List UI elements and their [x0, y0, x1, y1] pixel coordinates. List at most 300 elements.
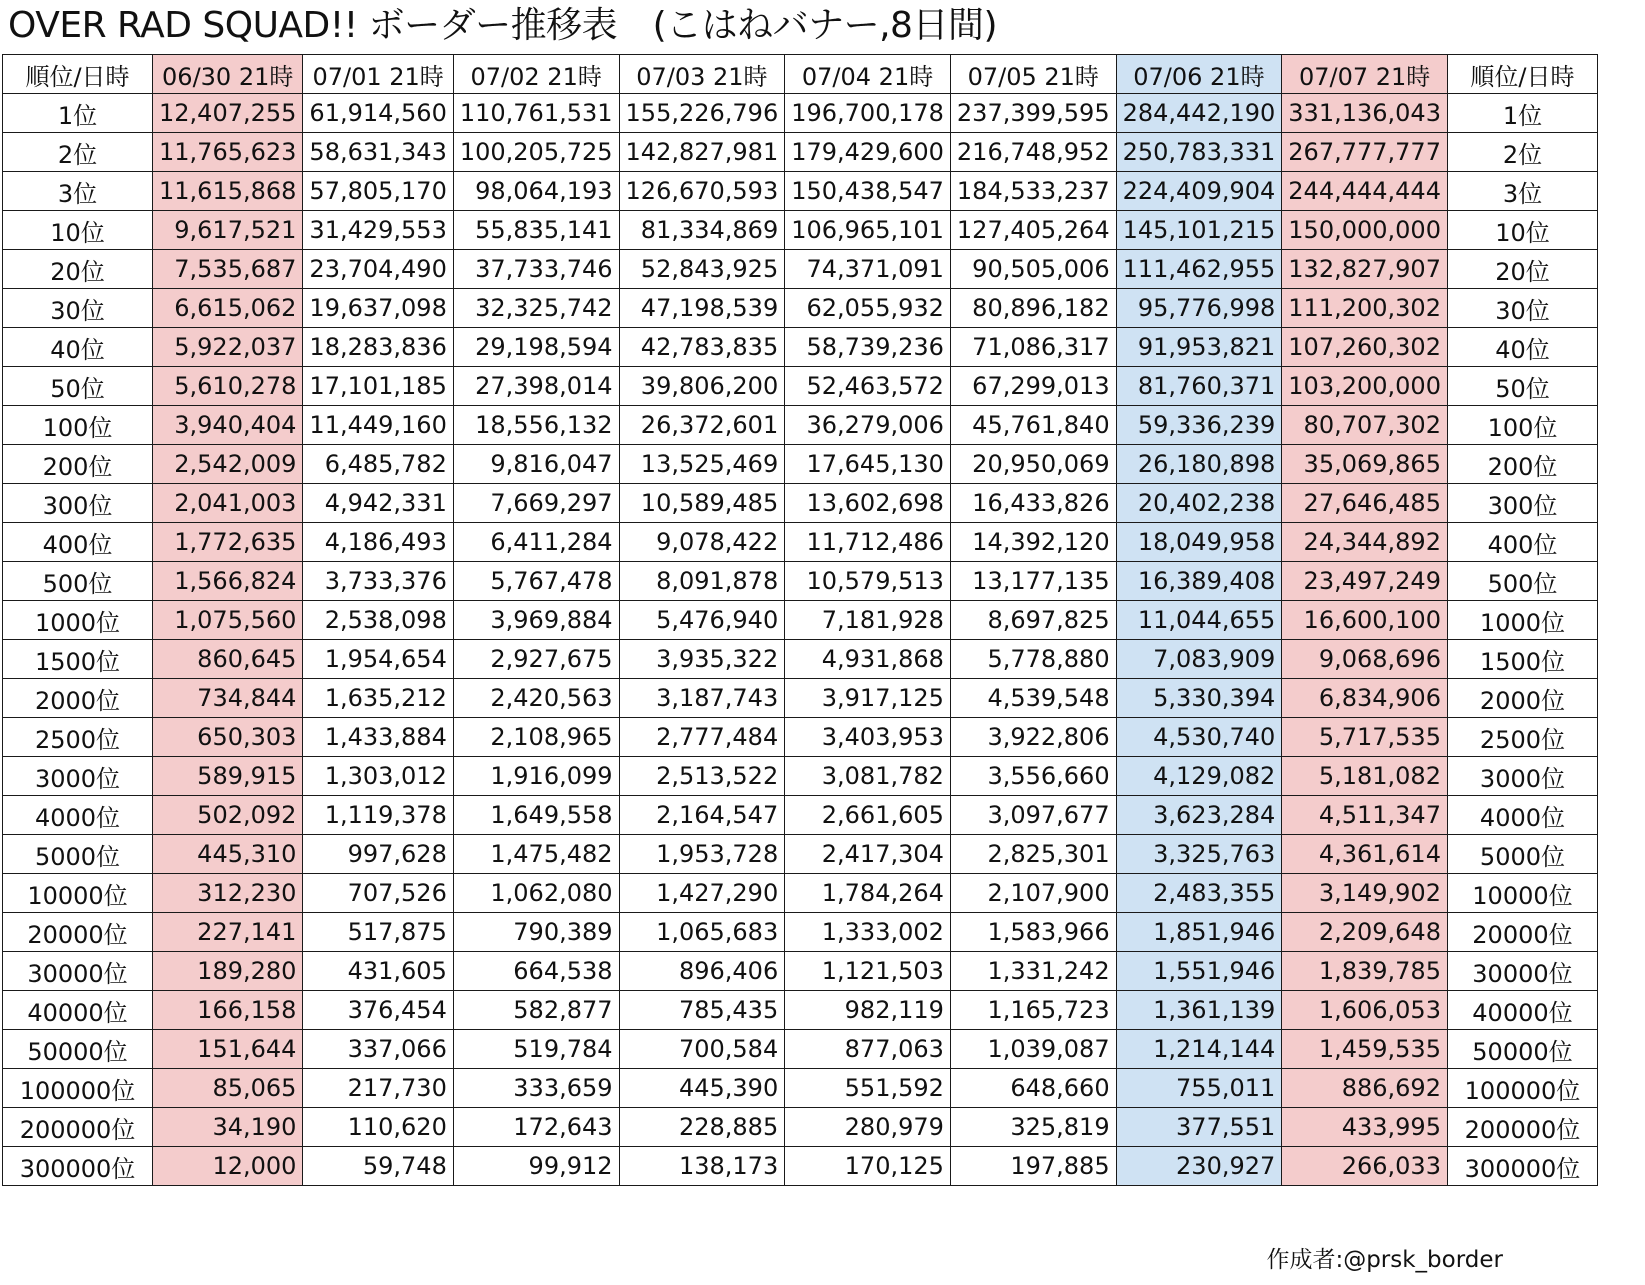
value-cell: 266,033	[1282, 1147, 1448, 1186]
value-cell: 8,091,878	[619, 562, 785, 601]
rank-cell: 1位	[3, 94, 153, 133]
value-cell: 57,805,170	[303, 172, 453, 211]
column-header: 07/04 21時	[785, 55, 951, 94]
value-cell: 142,827,981	[619, 133, 785, 172]
value-cell: 166,158	[153, 991, 303, 1030]
value-cell: 10,589,485	[619, 484, 785, 523]
value-cell: 785,435	[619, 991, 785, 1030]
value-cell: 4,129,082	[1116, 757, 1282, 796]
value-cell: 145,101,215	[1116, 211, 1282, 250]
border-table	[2, 54, 1598, 1186]
rank-cell: 20000位	[3, 913, 153, 952]
value-cell: 1,566,824	[153, 562, 303, 601]
value-cell: 1,916,099	[453, 757, 619, 796]
value-cell: 1,839,785	[1282, 952, 1448, 991]
rank-cell-right: 20位	[1447, 250, 1597, 289]
value-cell: 2,420,563	[453, 679, 619, 718]
value-cell: 2,538,098	[303, 601, 453, 640]
table-row	[3, 523, 1598, 562]
table-row	[3, 835, 1598, 874]
value-cell: 17,645,130	[785, 445, 951, 484]
value-cell: 3,922,806	[950, 718, 1116, 757]
value-cell: 99,912	[453, 1147, 619, 1186]
value-cell: 4,361,614	[1282, 835, 1448, 874]
value-cell: 9,816,047	[453, 445, 619, 484]
value-cell: 1,062,080	[453, 874, 619, 913]
value-cell: 997,628	[303, 835, 453, 874]
rank-cell-right: 2000位	[1447, 679, 1597, 718]
column-header: 07/07 21時	[1282, 55, 1448, 94]
rank-cell-right: 10位	[1447, 211, 1597, 250]
value-cell: 230,927	[1116, 1147, 1282, 1186]
value-cell: 8,697,825	[950, 601, 1116, 640]
value-cell: 2,108,965	[453, 718, 619, 757]
value-cell: 2,209,648	[1282, 913, 1448, 952]
value-cell: 16,389,408	[1116, 562, 1282, 601]
value-cell: 2,164,547	[619, 796, 785, 835]
rank-cell: 10000位	[3, 874, 153, 913]
credit-text: 作成者:@prsk_border	[1266, 1247, 1503, 1273]
table-row	[3, 1147, 1598, 1186]
rank-header-right: 順位/日時	[1447, 55, 1597, 94]
rank-cell-right: 300000位	[1447, 1147, 1597, 1186]
rank-cell: 200位	[3, 445, 153, 484]
table-row	[3, 211, 1598, 250]
rank-cell-right: 30000位	[1447, 952, 1597, 991]
column-header: 07/05 21時	[950, 55, 1116, 94]
value-cell: 376,454	[303, 991, 453, 1030]
value-cell: 138,173	[619, 1147, 785, 1186]
table-row	[3, 250, 1598, 289]
rank-cell: 30位	[3, 289, 153, 328]
value-cell: 19,637,098	[303, 289, 453, 328]
value-cell: 107,260,302	[1282, 328, 1448, 367]
value-cell: 59,336,239	[1116, 406, 1282, 445]
value-cell: 755,011	[1116, 1069, 1282, 1108]
value-cell: 18,283,836	[303, 328, 453, 367]
rank-cell-right: 5000位	[1447, 835, 1597, 874]
column-header: 06/30 21時	[153, 55, 303, 94]
rank-cell: 100位	[3, 406, 153, 445]
value-cell: 9,078,422	[619, 523, 785, 562]
table-row	[3, 1030, 1598, 1069]
rank-cell-right: 40000位	[1447, 991, 1597, 1030]
value-cell: 45,761,840	[950, 406, 1116, 445]
value-cell: 151,644	[153, 1030, 303, 1069]
value-cell: 7,181,928	[785, 601, 951, 640]
rank-cell-right: 200000位	[1447, 1108, 1597, 1147]
value-cell: 1,075,560	[153, 601, 303, 640]
value-cell: 81,334,869	[619, 211, 785, 250]
value-cell: 155,226,796	[619, 94, 785, 133]
table-row	[3, 562, 1598, 601]
value-cell: 4,530,740	[1116, 718, 1282, 757]
rank-cell-right: 100000位	[1447, 1069, 1597, 1108]
value-cell: 1,851,946	[1116, 913, 1282, 952]
table-row	[3, 952, 1598, 991]
value-cell: 3,325,763	[1116, 835, 1282, 874]
rank-cell-right: 50位	[1447, 367, 1597, 406]
value-cell: 74,371,091	[785, 250, 951, 289]
value-cell: 1,303,012	[303, 757, 453, 796]
value-cell: 1,119,378	[303, 796, 453, 835]
value-cell: 31,429,553	[303, 211, 453, 250]
rank-cell: 500位	[3, 562, 153, 601]
value-cell: 13,602,698	[785, 484, 951, 523]
rank-cell: 5000位	[3, 835, 153, 874]
value-cell: 3,935,322	[619, 640, 785, 679]
value-cell: 18,049,958	[1116, 523, 1282, 562]
value-cell: 333,659	[453, 1069, 619, 1108]
value-cell: 20,402,238	[1116, 484, 1282, 523]
value-cell: 150,438,547	[785, 172, 951, 211]
value-cell: 91,953,821	[1116, 328, 1282, 367]
value-cell: 179,429,600	[785, 133, 951, 172]
rank-cell-right: 1500位	[1447, 640, 1597, 679]
table-row	[3, 367, 1598, 406]
rank-cell-right: 30位	[1447, 289, 1597, 328]
value-cell: 6,411,284	[453, 523, 619, 562]
value-cell: 14,392,120	[950, 523, 1116, 562]
value-cell: 27,398,014	[453, 367, 619, 406]
table-row	[3, 757, 1598, 796]
value-cell: 100,205,725	[453, 133, 619, 172]
value-cell: 189,280	[153, 952, 303, 991]
value-cell: 896,406	[619, 952, 785, 991]
value-cell: 24,344,892	[1282, 523, 1448, 562]
value-cell: 2,041,003	[153, 484, 303, 523]
value-cell: 67,299,013	[950, 367, 1116, 406]
value-cell: 2,483,355	[1116, 874, 1282, 913]
rank-cell: 1500位	[3, 640, 153, 679]
value-cell: 36,279,006	[785, 406, 951, 445]
rank-cell: 2000位	[3, 679, 153, 718]
value-cell: 26,180,898	[1116, 445, 1282, 484]
value-cell: 502,092	[153, 796, 303, 835]
value-cell: 3,969,884	[453, 601, 619, 640]
value-cell: 23,497,249	[1282, 562, 1448, 601]
value-cell: 98,064,193	[453, 172, 619, 211]
value-cell: 2,417,304	[785, 835, 951, 874]
value-cell: 1,121,503	[785, 952, 951, 991]
value-cell: 1,165,723	[950, 991, 1116, 1030]
value-cell: 312,230	[153, 874, 303, 913]
value-cell: 4,942,331	[303, 484, 453, 523]
value-cell: 5,767,478	[453, 562, 619, 601]
rank-cell-right: 1位	[1447, 94, 1597, 133]
value-cell: 111,200,302	[1282, 289, 1448, 328]
value-cell: 47,198,539	[619, 289, 785, 328]
value-cell: 184,533,237	[950, 172, 1116, 211]
value-cell: 42,783,835	[619, 328, 785, 367]
value-cell: 126,670,593	[619, 172, 785, 211]
table-row	[3, 679, 1598, 718]
rank-cell-right: 2位	[1447, 133, 1597, 172]
value-cell: 860,645	[153, 640, 303, 679]
value-cell: 6,834,906	[1282, 679, 1448, 718]
value-cell: 551,592	[785, 1069, 951, 1108]
value-cell: 1,635,212	[303, 679, 453, 718]
value-cell: 4,511,347	[1282, 796, 1448, 835]
rank-cell: 40000位	[3, 991, 153, 1030]
value-cell: 3,917,125	[785, 679, 951, 718]
value-cell: 23,704,490	[303, 250, 453, 289]
value-cell: 170,125	[785, 1147, 951, 1186]
table-row	[3, 1069, 1598, 1108]
table-row	[3, 1108, 1598, 1147]
rank-cell-right: 500位	[1447, 562, 1597, 601]
value-cell: 18,556,132	[453, 406, 619, 445]
value-cell: 11,449,160	[303, 406, 453, 445]
value-cell: 110,620	[303, 1108, 453, 1147]
rank-cell: 50位	[3, 367, 153, 406]
rank-cell-right: 3000位	[1447, 757, 1597, 796]
value-cell: 237,399,595	[950, 94, 1116, 133]
value-cell: 127,405,264	[950, 211, 1116, 250]
rank-cell: 300000位	[3, 1147, 153, 1186]
value-cell: 6,485,782	[303, 445, 453, 484]
rank-cell-right: 20000位	[1447, 913, 1597, 952]
value-cell: 3,149,902	[1282, 874, 1448, 913]
value-cell: 90,505,006	[950, 250, 1116, 289]
rank-cell-right: 50000位	[1447, 1030, 1597, 1069]
value-cell: 331,136,043	[1282, 94, 1448, 133]
value-cell: 1,039,087	[950, 1030, 1116, 1069]
rank-cell-right: 200位	[1447, 445, 1597, 484]
value-cell: 71,086,317	[950, 328, 1116, 367]
value-cell: 1,772,635	[153, 523, 303, 562]
table-row	[3, 874, 1598, 913]
value-cell: 5,717,535	[1282, 718, 1448, 757]
value-cell: 13,177,135	[950, 562, 1116, 601]
value-cell: 3,940,404	[153, 406, 303, 445]
rank-cell-right: 10000位	[1447, 874, 1597, 913]
header-row	[3, 55, 1598, 94]
rank-cell-right: 300位	[1447, 484, 1597, 523]
value-cell: 1,475,482	[453, 835, 619, 874]
value-cell: 197,885	[950, 1147, 1116, 1186]
value-cell: 4,931,868	[785, 640, 951, 679]
value-cell: 1,427,290	[619, 874, 785, 913]
value-cell: 52,463,572	[785, 367, 951, 406]
rank-cell: 40位	[3, 328, 153, 367]
table-row	[3, 991, 1598, 1030]
value-cell: 2,107,900	[950, 874, 1116, 913]
value-cell: 244,444,444	[1282, 172, 1448, 211]
rank-cell: 3位	[3, 172, 153, 211]
value-cell: 103,200,000	[1282, 367, 1448, 406]
value-cell: 9,068,696	[1282, 640, 1448, 679]
value-cell: 35,069,865	[1282, 445, 1448, 484]
value-cell: 431,605	[303, 952, 453, 991]
value-cell: 111,462,955	[1116, 250, 1282, 289]
value-cell: 877,063	[785, 1030, 951, 1069]
table-row	[3, 796, 1598, 835]
value-cell: 16,433,826	[950, 484, 1116, 523]
rank-cell-right: 4000位	[1447, 796, 1597, 835]
value-cell: 5,330,394	[1116, 679, 1282, 718]
rank-cell: 4000位	[3, 796, 153, 835]
value-cell: 700,584	[619, 1030, 785, 1069]
value-cell: 1,551,946	[1116, 952, 1282, 991]
value-cell: 1,583,966	[950, 913, 1116, 952]
value-cell: 9,617,521	[153, 211, 303, 250]
value-cell: 582,877	[453, 991, 619, 1030]
rank-cell: 3000位	[3, 757, 153, 796]
value-cell: 27,646,485	[1282, 484, 1448, 523]
value-cell: 61,914,560	[303, 94, 453, 133]
value-cell: 7,669,297	[453, 484, 619, 523]
value-cell: 1,784,264	[785, 874, 951, 913]
value-cell: 2,542,009	[153, 445, 303, 484]
rank-cell: 1000位	[3, 601, 153, 640]
value-cell: 34,190	[153, 1108, 303, 1147]
value-cell: 150,000,000	[1282, 211, 1448, 250]
value-cell: 982,119	[785, 991, 951, 1030]
value-cell: 1,953,728	[619, 835, 785, 874]
value-cell: 1,333,002	[785, 913, 951, 952]
value-cell: 228,885	[619, 1108, 785, 1147]
value-cell: 5,476,940	[619, 601, 785, 640]
value-cell: 224,409,904	[1116, 172, 1282, 211]
value-cell: 648,660	[950, 1069, 1116, 1108]
value-cell: 1,649,558	[453, 796, 619, 835]
rank-cell: 200000位	[3, 1108, 153, 1147]
value-cell: 377,551	[1116, 1108, 1282, 1147]
value-cell: 445,390	[619, 1069, 785, 1108]
table-row	[3, 94, 1598, 133]
table-row	[3, 328, 1598, 367]
value-cell: 3,187,743	[619, 679, 785, 718]
value-cell: 284,442,190	[1116, 94, 1282, 133]
value-cell: 2,825,301	[950, 835, 1116, 874]
value-cell: 11,765,623	[153, 133, 303, 172]
value-cell: 1,606,053	[1282, 991, 1448, 1030]
value-cell: 29,198,594	[453, 328, 619, 367]
value-cell: 707,526	[303, 874, 453, 913]
rank-header: 順位/日時	[3, 55, 153, 94]
value-cell: 80,896,182	[950, 289, 1116, 328]
value-cell: 85,065	[153, 1069, 303, 1108]
value-cell: 95,776,998	[1116, 289, 1282, 328]
rank-cell-right: 1000位	[1447, 601, 1597, 640]
value-cell: 1,459,535	[1282, 1030, 1448, 1069]
value-cell: 734,844	[153, 679, 303, 718]
rank-cell-right: 2500位	[1447, 718, 1597, 757]
value-cell: 517,875	[303, 913, 453, 952]
value-cell: 519,784	[453, 1030, 619, 1069]
value-cell: 5,778,880	[950, 640, 1116, 679]
value-cell: 13,525,469	[619, 445, 785, 484]
value-cell: 3,081,782	[785, 757, 951, 796]
value-cell: 650,303	[153, 718, 303, 757]
value-cell: 80,707,302	[1282, 406, 1448, 445]
value-cell: 217,730	[303, 1069, 453, 1108]
rank-cell: 300位	[3, 484, 153, 523]
value-cell: 11,044,655	[1116, 601, 1282, 640]
table-row	[3, 172, 1598, 211]
rank-cell-right: 3位	[1447, 172, 1597, 211]
value-cell: 3,097,677	[950, 796, 1116, 835]
table-row	[3, 601, 1598, 640]
value-cell: 52,843,925	[619, 250, 785, 289]
value-cell: 2,661,605	[785, 796, 951, 835]
value-cell: 58,631,343	[303, 133, 453, 172]
rank-cell-right: 100位	[1447, 406, 1597, 445]
value-cell: 886,692	[1282, 1069, 1448, 1108]
value-cell: 589,915	[153, 757, 303, 796]
rank-cell: 2位	[3, 133, 153, 172]
value-cell: 3,556,660	[950, 757, 1116, 796]
value-cell: 20,950,069	[950, 445, 1116, 484]
value-cell: 7,535,687	[153, 250, 303, 289]
value-cell: 790,389	[453, 913, 619, 952]
value-cell: 1,954,654	[303, 640, 453, 679]
column-header: 07/01 21時	[303, 55, 453, 94]
value-cell: 1,065,683	[619, 913, 785, 952]
table-row	[3, 484, 1598, 523]
value-cell: 250,783,331	[1116, 133, 1282, 172]
value-cell: 4,186,493	[303, 523, 453, 562]
value-cell: 3,623,284	[1116, 796, 1282, 835]
rank-cell-right: 400位	[1447, 523, 1597, 562]
value-cell: 337,066	[303, 1030, 453, 1069]
value-cell: 11,615,868	[153, 172, 303, 211]
value-cell: 106,965,101	[785, 211, 951, 250]
column-header: 07/02 21時	[453, 55, 619, 94]
value-cell: 216,748,952	[950, 133, 1116, 172]
value-cell: 1,361,139	[1116, 991, 1282, 1030]
rank-cell: 30000位	[3, 952, 153, 991]
rank-cell: 2500位	[3, 718, 153, 757]
table-row	[3, 133, 1598, 172]
value-cell: 2,777,484	[619, 718, 785, 757]
value-cell: 17,101,185	[303, 367, 453, 406]
value-cell: 3,403,953	[785, 718, 951, 757]
table-row	[3, 913, 1598, 952]
page-title: OVER RAD SQUAD!! ボーダー推移表 (こはねバナー,8日間)	[8, 5, 998, 46]
value-cell: 32,325,742	[453, 289, 619, 328]
value-cell: 1,433,884	[303, 718, 453, 757]
value-cell: 664,538	[453, 952, 619, 991]
value-cell: 12,407,255	[153, 94, 303, 133]
column-header: 07/03 21時	[619, 55, 785, 94]
value-cell: 172,643	[453, 1108, 619, 1147]
value-cell: 433,995	[1282, 1108, 1448, 1147]
value-cell: 81,760,371	[1116, 367, 1282, 406]
value-cell: 1,331,242	[950, 952, 1116, 991]
value-cell: 110,761,531	[453, 94, 619, 133]
value-cell: 196,700,178	[785, 94, 951, 133]
table-row	[3, 406, 1598, 445]
value-cell: 2,927,675	[453, 640, 619, 679]
table-row	[3, 718, 1598, 757]
value-cell: 39,806,200	[619, 367, 785, 406]
value-cell: 10,579,513	[785, 562, 951, 601]
value-cell: 132,827,907	[1282, 250, 1448, 289]
value-cell: 62,055,932	[785, 289, 951, 328]
rank-cell: 10位	[3, 211, 153, 250]
value-cell: 11,712,486	[785, 523, 951, 562]
value-cell: 7,083,909	[1116, 640, 1282, 679]
value-cell: 2,513,522	[619, 757, 785, 796]
rank-cell: 20位	[3, 250, 153, 289]
value-cell: 5,922,037	[153, 328, 303, 367]
rank-cell: 100000位	[3, 1069, 153, 1108]
value-cell: 267,777,777	[1282, 133, 1448, 172]
rank-cell-right: 40位	[1447, 328, 1597, 367]
value-cell: 5,181,082	[1282, 757, 1448, 796]
